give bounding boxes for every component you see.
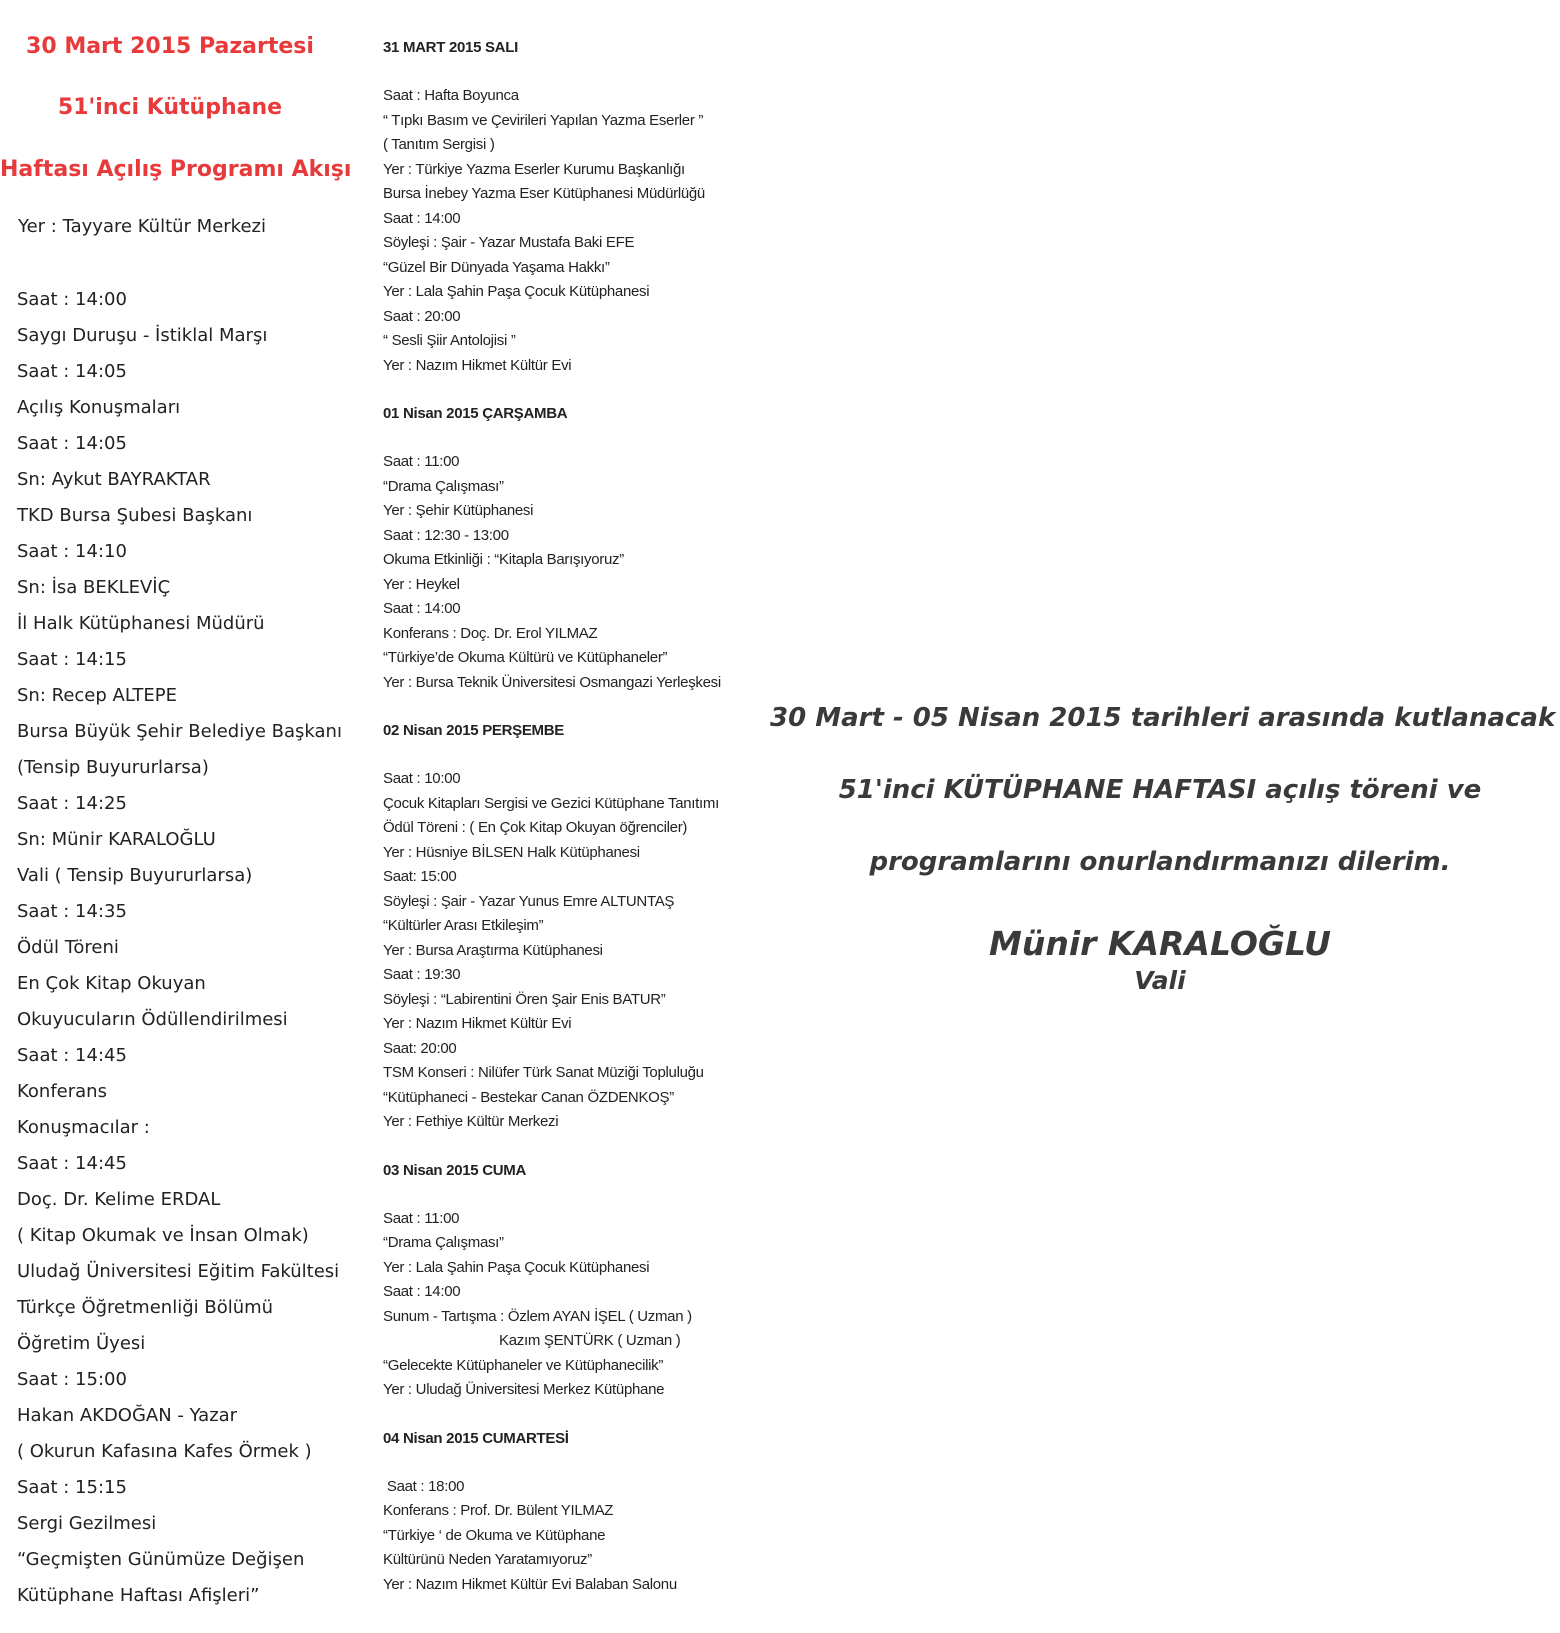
day-section: [383, 36, 753, 378]
opening-program-line: Öğretim Üyesi: [17, 1333, 146, 1354]
day-section: [383, 1427, 753, 1598]
signature-title: Vali: [1134, 966, 1186, 995]
opening-program-line: Vali ( Tensip Buyururlarsa): [17, 865, 253, 886]
day-event-line: Yer : Şehir Kütüphanesi: [383, 502, 534, 519]
opening-program-line: Ödül Töreni: [17, 937, 119, 958]
day-section: [383, 1159, 753, 1403]
opening-program-line: Doç. Dr. Kelime ERDAL: [17, 1189, 221, 1210]
day-event-line: Bursa İnebey Yazma Eser Kütüphanesi Müdürlüğü: [383, 185, 705, 202]
opening-program-line: Kütüphane Haftası Afişleri”: [17, 1585, 260, 1606]
opening-program-line: TKD Bursa Şubesi Başkanı: [17, 505, 253, 526]
day-event-line: Kültürünü Neden Yaratamıyoruz”: [383, 1551, 592, 1568]
opening-venue: Yer : Tayyare Kültür Merkezi: [18, 216, 266, 237]
opening-program-line: “Geçmişten Günümüze Değişen: [17, 1549, 305, 1570]
day-event-line: “ Tıpkı Basım ve Çevirileri Yapılan Yazma Eserler ”: [383, 111, 704, 129]
day-event-line: Saat : 18:00: [383, 1477, 465, 1495]
day-event-line: Konferans : Prof. Dr. Bülent YILMAZ: [383, 1502, 614, 1519]
opening-program-line: Sn: Aykut BAYRAKTAR: [17, 469, 211, 490]
signature-name: Münir KARALOĞLU: [989, 924, 1331, 963]
day-event-line: “Drama Çalışması”: [383, 1234, 504, 1251]
day-section: [383, 719, 753, 1135]
opening-program-line: Sn: İsa BEKLEVİÇ: [17, 577, 171, 598]
day-event-line: Yer : Lala Şahin Paşa Çocuk Kütüphanesi: [383, 283, 650, 300]
day-event-list: [383, 450, 753, 695]
day-event-list: [383, 84, 753, 378]
opening-program-line: Hakan AKDOĞAN - Yazar: [17, 1405, 238, 1426]
invitation-line2: 51'inci KÜTÜPHANE HAFTASI açılış töreni ve: [838, 775, 1482, 805]
day-event-line: Yer : Nazım Hikmet Kültür Evi: [383, 1015, 572, 1032]
day-event-line: “Türkiye’de Okuma Kültürü ve Kütüphaneler”: [383, 649, 668, 666]
opening-date-title: 30 Mart 2015 Pazartesi: [26, 34, 314, 59]
day-event-line: Yer : Uludağ Üniversitesi Merkez Kütüphane: [383, 1381, 665, 1398]
day-event-line: Yer : Fethiye Kültür Merkezi: [383, 1113, 559, 1130]
day-event-line: Saat : 19:30: [383, 966, 461, 983]
opening-program-line: İl Halk Kütüphanesi Müdürü: [17, 613, 265, 634]
opening-program-line: Uludağ Üniversitesi Eğitim Fakültesi: [17, 1261, 340, 1282]
day-event-line: “Güzel Bir Dünyada Yaşama Hakkı”: [383, 258, 610, 276]
day-event-list: [383, 767, 753, 1135]
day-event-list: [383, 1207, 753, 1403]
day-event-line: Söyleşi : Şair - Yazar Mustafa Baki EFE: [383, 234, 635, 251]
day-section: [383, 402, 753, 695]
opening-program-line: Saat : 14:15: [17, 649, 127, 670]
day-event-line: Yer : Nazım Hikmet Kültür Evi: [383, 356, 572, 374]
opening-program-line: Saygı Duruşu - İstiklal Marşı: [17, 325, 268, 346]
day-event-list: [383, 1475, 753, 1598]
opening-program-line: Saat : 15:15: [17, 1477, 127, 1498]
day-event-line: Kazım ŞENTÜRK ( Uzman ): [383, 1332, 681, 1349]
day-event-line: Yer : Türkiye Yazma Eserler Kurumu Başkanlığı: [383, 160, 685, 178]
day-event-line: “Drama Çalışması”: [383, 477, 504, 495]
opening-program-line: Saat : 15:00: [17, 1369, 127, 1390]
opening-program-line: Konferans: [17, 1081, 107, 1102]
opening-program-line: Saat : 14:45: [17, 1045, 127, 1066]
opening-program-line: Saat : 14:05: [17, 433, 127, 454]
day-event-line: “Kütüphaneci - Bestekar Canan ÖZDENKOŞ”: [383, 1088, 674, 1106]
day-event-line: Çocuk Kitapları Sergisi ve Gezici Kütüphane Tanıtımı: [383, 794, 719, 812]
day-event-line: Yer : Bursa Teknik Üniversitesi Osmangazi Yerleşkesi: [383, 673, 721, 691]
day-title: 02 Nisan 2015 PERŞEMBE: [383, 722, 564, 739]
day-event-line: “ Sesli Şiir Antolojisi ”: [383, 332, 516, 349]
opening-program-line: Saat : 14:25: [17, 793, 127, 814]
day-event-line: “Gelecekte Kütüphaneler ve Kütüphanecilik”: [383, 1356, 664, 1374]
opening-program-line: ( Kitap Okumak ve İnsan Olmak): [17, 1225, 309, 1246]
day-title: 04 Nisan 2015 CUMARTESİ: [383, 1429, 569, 1447]
opening-program-line: Açılış Konuşmaları: [17, 397, 181, 418]
day-event-line: Saat : 11:00: [383, 453, 460, 470]
day-event-line: Sunum - Tartışma : Özlem AYAN İŞEL ( Uzman ): [383, 1307, 692, 1325]
day-event-line: Söyleşi : “Labirentini Ören Şair Enis BATUR”: [383, 990, 666, 1008]
opening-program-line: Saat : 14:05: [17, 361, 127, 382]
opening-program-line: Okuyucuların Ödüllendirilmesi: [17, 1009, 288, 1030]
day-event-line: “Kültürler Arası Etkileşim”: [383, 917, 544, 934]
day-event-line: Saat: 20:00: [383, 1039, 457, 1057]
section-gap: [383, 695, 753, 719]
opening-program-line: ( Okurun Kafasına Kafes Örmek ): [17, 1441, 312, 1462]
opening-program-line: Saat : 14:00: [17, 289, 127, 310]
day-event-line: Saat: 15:00: [383, 868, 457, 885]
opening-program-line: Türkçe Öğretmenliği Bölümü: [17, 1297, 274, 1318]
opening-program-line: Sn: Recep ALTEPE: [17, 685, 177, 706]
opening-program-line: Sergi Gezilmesi: [17, 1513, 157, 1534]
weekly-schedule-column: [383, 36, 753, 1597]
opening-program-line: En Çok Kitap Okuyan: [17, 973, 206, 994]
day-event-line: “Türkiye ‘ de Okuma ve Kütüphane: [383, 1526, 606, 1544]
day-event-line: Ödül Töreni : ( En Çok Kitap Okuyan öğrenciler): [383, 819, 688, 836]
invitation-line3: programlarını onurlandırmanızı dilerim.: [869, 847, 1451, 877]
day-event-line: Yer : Hüsniye BİLSEN Halk Kütüphanesi: [383, 843, 640, 861]
day-event-line: Okuma Etkinliği : “Kitapla Barışıyoruz”: [383, 551, 624, 568]
opening-program-line: Sn: Münir KARALOĞLU: [17, 829, 216, 850]
opening-program-line: Saat : 14:35: [17, 901, 127, 922]
section-gap: [383, 378, 753, 402]
opening-title-line2: 51'inci Kütüphane: [57, 95, 283, 120]
invitation-line1: 30 Mart - 05 Nisan 2015 tarihleri arasında kutlanacak: [770, 703, 1556, 733]
day-event-line: ( Tanıtım Sergisi ): [383, 136, 495, 153]
day-event-line: Saat : 10:00: [383, 770, 461, 787]
opening-program-line: Saat : 14:45: [17, 1153, 127, 1174]
opening-program-list: [17, 287, 342, 1619]
day-title: 03 Nisan 2015 CUMA: [383, 1161, 526, 1179]
day-event-line: Saat : 14:00: [383, 600, 461, 617]
day-event-line: Saat : 11:00: [383, 1209, 460, 1227]
opening-title-line3: Haftası Açılış Programı Akışı: [0, 157, 352, 182]
day-event-line: Yer : Heykel: [383, 575, 460, 593]
day-event-line: Konferans : Doç. Dr. Erol YILMAZ: [383, 624, 598, 642]
day-event-line: Saat : 20:00: [383, 307, 461, 325]
day-event-line: Saat : Hafta Boyunca: [383, 87, 519, 104]
day-title: 01 Nisan 2015 ÇARŞAMBA: [383, 405, 568, 422]
day-event-line: Yer : Lala Şahin Paşa Çocuk Kütüphanesi: [383, 1258, 650, 1276]
day-event-line: Saat : 12:30 - 13:00: [383, 526, 509, 544]
opening-program-column: [0, 0, 352, 1633]
day-event-line: Yer : Nazım Hikmet Kültür Evi Balaban Salonu: [383, 1575, 677, 1593]
day-title: 31 MART 2015 SALI: [383, 39, 518, 56]
day-event-line: TSM Konseri : Nilüfer Türk Sanat Müziği Topluluğu: [383, 1064, 704, 1081]
opening-program-line: (Tensip Buyururlarsa): [17, 757, 209, 778]
opening-program-line: Bursa Büyük Şehir Belediye Başkanı: [17, 721, 342, 742]
day-event-line: Saat : 14:00: [383, 1283, 461, 1300]
day-event-line: Yer : Bursa Araştırma Kütüphanesi: [383, 941, 603, 959]
invitation-message: [770, 700, 1556, 996]
section-gap: [383, 1135, 753, 1159]
section-gap: [383, 1403, 753, 1427]
day-event-line: Saat : 14:00: [383, 209, 461, 227]
day-event-line: Söyleşi : Şair - Yazar Yunus Emre ALTUNTAŞ: [383, 892, 675, 910]
opening-program-line: Saat : 14:10: [17, 541, 127, 562]
opening-program-line: Konuşmacılar :: [17, 1117, 150, 1138]
